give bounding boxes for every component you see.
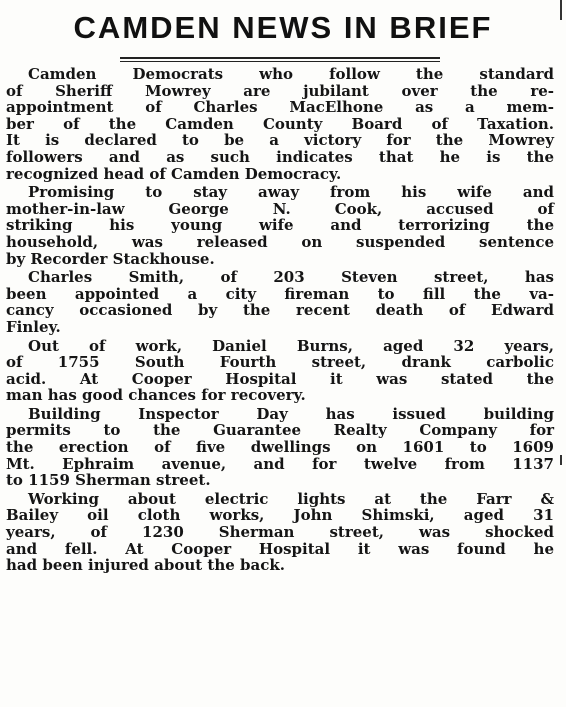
text-line: to 1159 Sherman street. [6,471,211,490]
text-line: Out of work, Daniel Burns, aged 32 years, [28,336,554,355]
news-item [6,406,554,489]
text-line: mother-in-law George N. Cook, accused of [6,199,554,218]
headline-rule [120,57,440,59]
text-line: been appointed a city fireman to fill the va- [6,284,554,303]
text-line: appointment of Charles MacElhone as a mem- [6,98,554,117]
news-item [6,338,554,404]
text-line: had been injured about the back. [6,556,285,575]
text-line: and fell. At Cooper Hospital it was found he [6,539,554,558]
text-line: of Sheriff Mowrey are jubilant over the re- [6,81,554,100]
text-line: Working about electric lights at the Farr & [28,489,554,508]
text-line: Mt. Ephraim avenue, and for twelve from 1137 [6,454,554,473]
news-item [6,269,554,335]
text-line: household, was released on suspended sentence [6,232,554,251]
text-line: man has good chances for recovery. [6,386,306,405]
text-line: Finley. [6,317,61,336]
news-item [6,491,554,574]
text-line: striking his young wife and terrorizing the [6,216,554,235]
text-line: years, of 1230 Sherman street, was shocked [6,523,554,542]
text-line: the erection of five dwellings on 1601 to 1609 [6,438,554,457]
text-line: Promising to stay away from his wife and [28,183,554,202]
article-body [6,66,554,576]
text-line: permits to the Guarantee Realty Company for [6,421,554,440]
headline: CAMDEN NEWS IN BRIEF [73,10,493,45]
news-item [6,66,554,182]
text-line: Building Inspector Day has issued building [28,404,554,423]
text-line: It is declared to be a victory for the Mowrey [6,131,554,150]
text-line: recognized head of Camden Democracy. [6,164,342,183]
column-rule-fragment [560,455,562,465]
text-line: acid. At Cooper Hospital it was stated the [6,369,554,388]
text-line: Camden Democrats who follow the standard [28,65,554,83]
text-line: by Recorder Stackhouse. [6,249,215,268]
text-line: ber of the Camden County Board of Taxation. [6,114,554,133]
text-line: followers and as such indicates that he is the [6,147,554,166]
text-line: Charles Smith, of 203 Steven street, has [28,268,554,287]
headline-rule-thin [120,61,440,62]
text-line: Bailey oil cloth works, John Shimski, aged 31 [6,506,554,525]
text-line: of 1755 South Fourth street, drank carbolic [6,353,554,372]
news-item [6,184,554,267]
text-line: cancy occasioned by the recent death of Edward [6,301,554,320]
